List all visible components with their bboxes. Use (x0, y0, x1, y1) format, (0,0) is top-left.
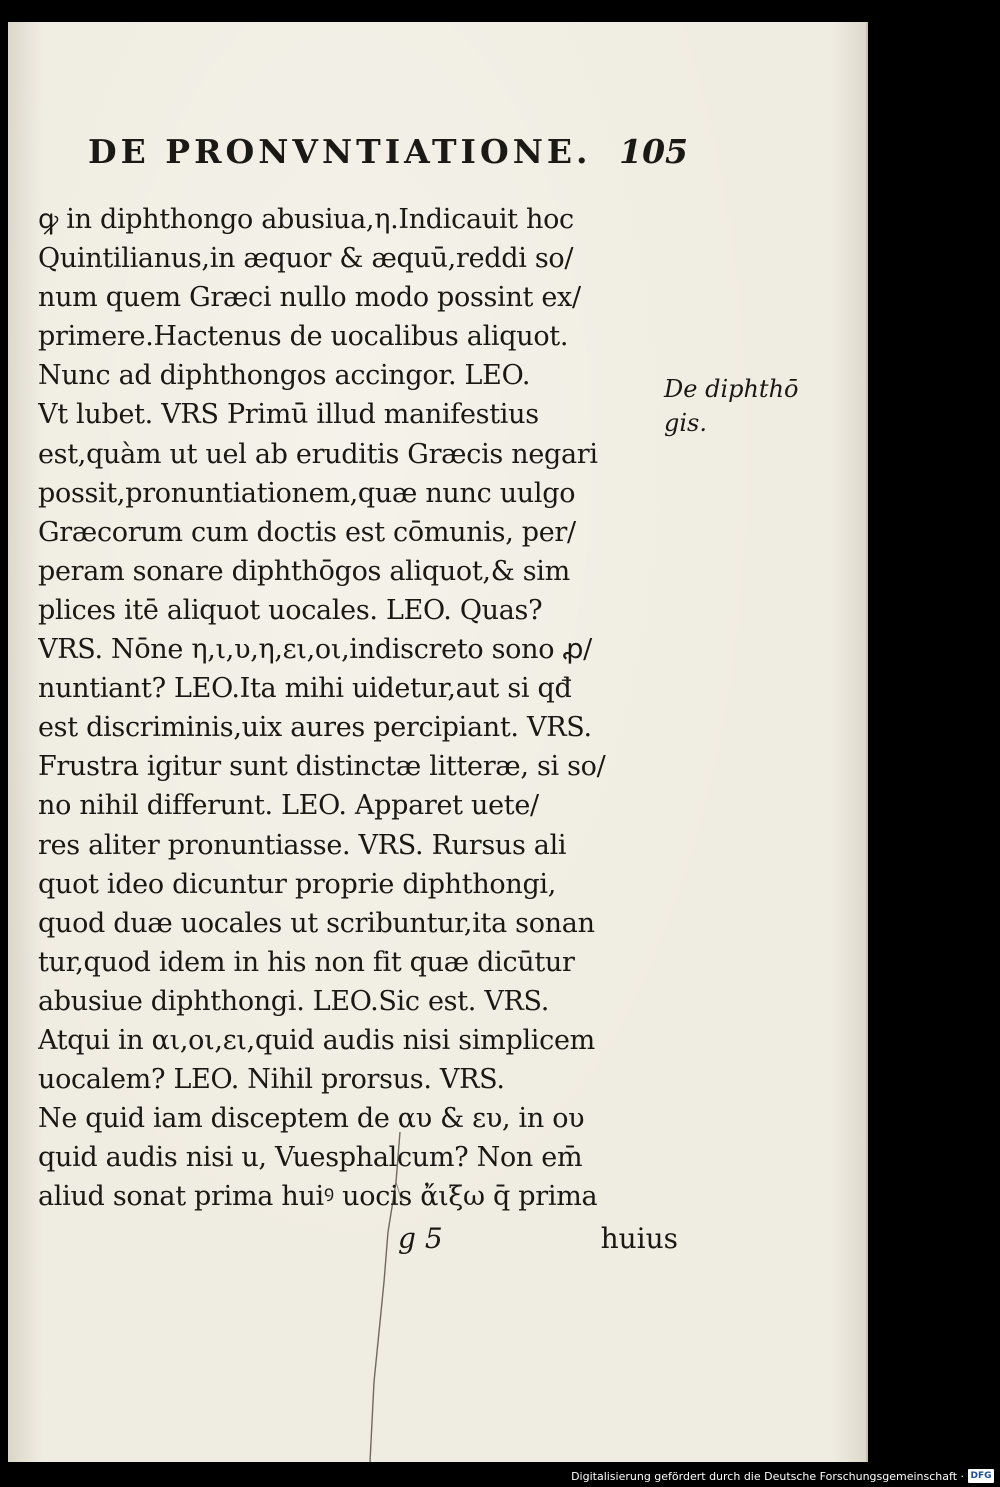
text-line: Quintilianus,in æquor & æquū,reddi so/ (38, 243, 574, 275)
dfg-logo: DFG (968, 1469, 994, 1483)
text-line: no nihil differunt. LEO. Apparet uete/ (38, 790, 539, 822)
text-line: num quem Græci nullo modo possint ex/ (38, 282, 581, 314)
body-text (38, 200, 678, 1216)
text-line: est discriminis,uix aures percipiant. VRS. (38, 712, 592, 744)
text-line: uocalem? LEO. Nihil prorsus. VRS. (38, 1064, 505, 1096)
text-line: Vt lubet. VRS Primū illud manifestius (38, 399, 539, 431)
running-header (88, 132, 688, 192)
text-line: quod duæ uocales ut scribuntur,ita sonan (38, 907, 595, 939)
text-line: possit,pronuntiationem,quæ nunc uulgo (38, 477, 576, 509)
text-line: Atqui in αι,οι,ει,quid audis nisi simplicem (38, 1024, 595, 1056)
text-line: Ne quid iam disceptem de αυ & ευ, in ου (38, 1103, 585, 1135)
header-title: DE PRONVNTIATIONE. (88, 132, 592, 171)
text-line: quid audis nisi u, Vuesphalcum? Non em̄ (38, 1142, 583, 1174)
text-line: Græcorum cum doctis est cōmunis, per/ (38, 516, 576, 548)
marginal-note-line: De diphthō (664, 375, 799, 403)
text-line: est,quàm ut uel ab eruditis Græcis negari (38, 438, 598, 470)
text-line: VRS. Nōne η,ι,υ,η,ει,οι,indiscreto sono ꝓ/ (38, 634, 592, 666)
text-line: Frustra igitur sunt distinctæ litteræ, si so/ (38, 751, 606, 783)
text-line: peram sonare diphthōgos aliquot,& sim (38, 555, 570, 587)
text-line: Nunc ad diphthongos accingor. LEO. (38, 360, 531, 392)
signature-line (38, 1222, 678, 1262)
signature-mark: g 5 (398, 1222, 443, 1255)
text-line: quot ideo dicuntur proprie diphthongi, (38, 868, 557, 900)
catchword: huius (600, 1222, 678, 1255)
text-line: tur,quod idem in his non fit quæ dicūtur (38, 946, 575, 978)
text-line: abusiue diphthongi. LEO.Sic est. VRS. (38, 985, 550, 1017)
page-number: 105 (619, 132, 688, 171)
text-line: res aliter pronuntiasse. VRS. Rursus ali (38, 829, 567, 861)
text-line: nuntiant? LEO.Ita mihi uidetur,aut si qđ (38, 673, 572, 705)
book-page (8, 22, 868, 1462)
marginal-note (664, 372, 824, 440)
text-line: plices itē aliquot uocales. LEO. Quas? (38, 594, 543, 626)
digitization-credit: Digitalisierung gefördert durch die Deutsche Forschungsgemeinschaft · (571, 1470, 964, 1483)
text-line: aliud sonat prima huiꝰ uocis ἄιξω q̄ prima (38, 1181, 598, 1213)
marginal-note-line: gis. (664, 409, 707, 437)
text-line: primere.Hactenus de uocalibus aliquot. (38, 321, 569, 353)
text-line: ꝙ in diphthongo abusiua,η.Indicauit hoc (38, 204, 574, 235)
